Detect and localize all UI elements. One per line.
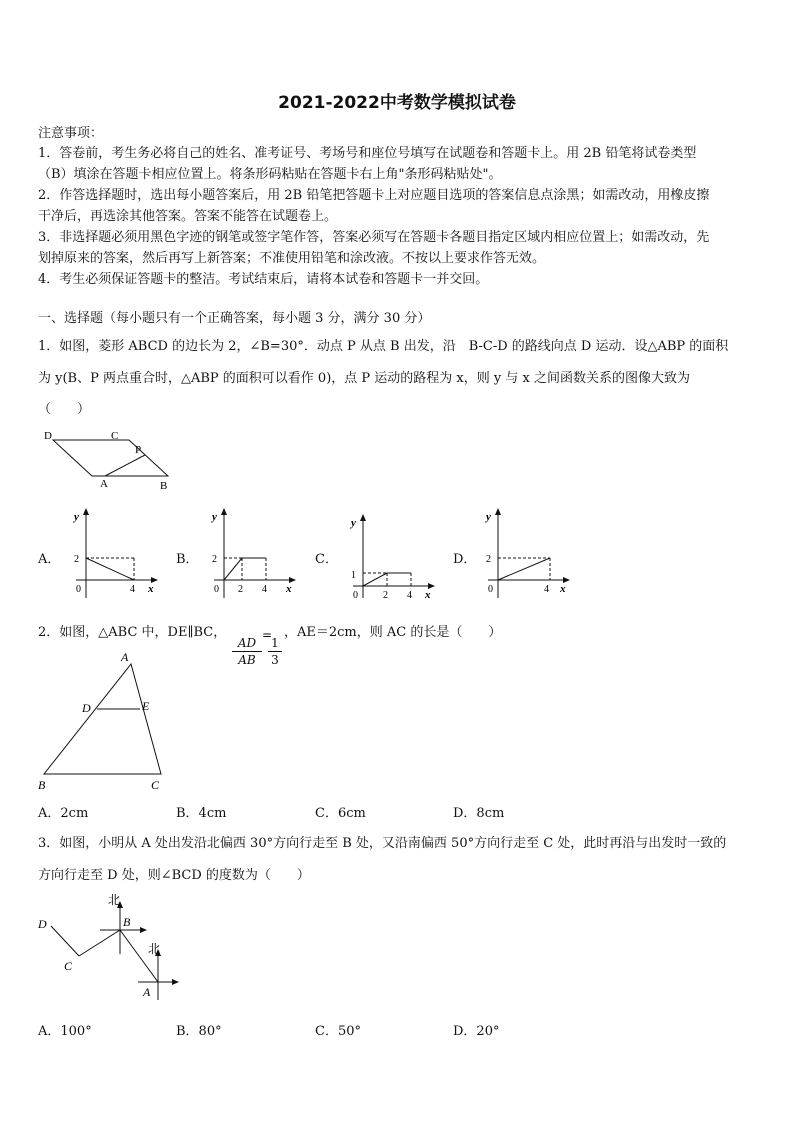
svg-text:D: D — [38, 917, 47, 931]
svg-text:4: 4 — [262, 584, 267, 595]
label-P: P — [135, 444, 142, 456]
svg-text:4: 4 — [130, 584, 135, 595]
q1-option-a[interactable]: A． — [38, 552, 61, 567]
page-title: 2021-2022中考数学模拟试卷 — [278, 93, 516, 113]
svg-text:2: 2 — [212, 554, 217, 565]
svg-text:C: C — [64, 959, 73, 973]
svg-text:2: 2 — [486, 554, 491, 565]
q3-text: 方向行走至 D 处，则∠BCD 的度数为（ ） — [38, 868, 310, 883]
svg-text:2: 2 — [74, 554, 79, 565]
svg-text:0: 0 — [214, 584, 219, 595]
q1-option-b[interactable]: B． — [176, 552, 199, 567]
q3-option-b[interactable]: B．80° — [176, 1024, 222, 1039]
q1-text: 1．如图，菱形 ABCD 的边长为 2，∠B=30°．动点 P 从点 B 出发，沿 B-C-D 的路线向点 D 运动．设△ABP 的面积 — [38, 339, 729, 354]
q2-text-post: ，AE＝2cm，则 AC 的长是（ ） — [284, 625, 502, 640]
q2-equals: = — [262, 628, 273, 642]
svg-text:x: x — [148, 583, 154, 595]
svg-text:y: y — [351, 517, 356, 529]
notice-line: （B）填涂在答题卡相应位置上。将条形码粘贴在答题卡右上角"条形码粘贴处"。 — [38, 167, 502, 182]
svg-text:x: x — [286, 583, 292, 595]
svg-text:4: 4 — [544, 584, 549, 595]
q1-text: （ ） — [38, 402, 91, 417]
svg-text:1: 1 — [351, 570, 356, 581]
svg-text:y: y — [74, 511, 79, 523]
q1-graph-b — [206, 506, 306, 602]
q2-triangle-figure — [36, 648, 176, 794]
notice-line: 1．答卷前，考生务必将自己的姓名、准考证号、考场号和座位号填写在试题卷和答题卡上。用 2B 铅笔将试卷类型 — [38, 146, 697, 161]
svg-text:北: 北 — [148, 942, 161, 956]
svg-text:0: 0 — [353, 590, 358, 601]
svg-text:0: 0 — [488, 584, 493, 595]
label-B: B — [160, 480, 168, 492]
svg-text:D: D — [82, 701, 91, 715]
svg-text:y: y — [486, 511, 491, 523]
svg-text:2: 2 — [383, 590, 388, 601]
svg-text:B: B — [123, 915, 131, 929]
q3-option-a[interactable]: A．100° — [38, 1024, 92, 1039]
notice-line: 3．非选择题必须用黑色字迹的钢笔或签字笔作答，答案必须写在答题卡各题目指定区域内相应位置上；如需改动，先 — [38, 230, 710, 245]
label-A: A — [100, 478, 108, 490]
notice-heading: 注意事项： — [38, 126, 104, 141]
svg-text:y: y — [212, 511, 217, 523]
svg-text:0: 0 — [76, 584, 81, 595]
svg-text:x: x — [425, 589, 431, 601]
q1-text: 为 y(B、P 两点重合时，△ABP 的面积可以看作 0)，点 P 运动的路程为 x，则 y 与 x 之间函数关系的图像大致为 — [38, 371, 690, 386]
svg-text:x: x — [560, 583, 566, 595]
q3-text: 3．如图，小明从 A 处出发沿北偏西 30°方向行走至 B 处，又沿南偏西 50°方向行走至 C 处，此时再沿与出发时一致的 — [38, 836, 727, 851]
notice-line: 2．作答选择题时，选出每小题答案后，用 2B 铅笔把答题卡上对应题目选项的答案信息点涂黑；如需改动，用橡皮擦 — [38, 188, 710, 203]
q2-option-d[interactable]: D．8cm — [453, 806, 505, 821]
q2-option-a[interactable]: A．2cm — [38, 806, 89, 821]
svg-text:4: 4 — [407, 590, 412, 601]
q2-text-pre: 2．如图，△ABC 中，DE∥BC， — [38, 625, 227, 640]
section-heading: 一、选择题（每小题只有一个正确答案，每小题 3 分，满分 30 分） — [38, 311, 431, 326]
q2-option-b[interactable]: B．4cm — [176, 806, 227, 821]
q1-option-d[interactable]: D． — [453, 552, 477, 567]
q2-option-c[interactable]: C．6cm — [315, 806, 366, 821]
svg-text:2: 2 — [238, 584, 243, 595]
q1-graph-a — [68, 506, 168, 602]
svg-text:C: C — [151, 778, 160, 792]
q3-option-d[interactable]: D．20° — [453, 1024, 500, 1039]
q2-fraction-value: 1 3 — [268, 636, 282, 667]
q2-fraction: AD AB — [232, 636, 262, 667]
label-D: D — [44, 430, 52, 442]
notice-line: 干净后，再选涂其他答案。答案不能答在试题卷上。 — [38, 209, 338, 224]
notice-line: 4．考生必须保证答题卡的整洁。考试结束后，请将本试卷和答题卡一并交回。 — [38, 272, 489, 287]
notice-line: 划掉原来的答案，然后再写上新答案；不准使用铅笔和涂改液。不按以上要求作答无效。 — [38, 251, 546, 266]
q3-option-c[interactable]: C．50° — [315, 1024, 361, 1039]
svg-text:北: 北 — [108, 893, 121, 907]
svg-text:A: A — [121, 650, 129, 664]
q1-graph-c — [345, 506, 445, 602]
svg-text:B: B — [38, 778, 46, 792]
q1-option-c[interactable]: C． — [315, 552, 338, 567]
svg-text:E: E — [142, 699, 150, 713]
q1-rhombus-figure — [38, 425, 188, 495]
label-C: C — [111, 430, 119, 442]
svg-text:A: A — [143, 985, 151, 999]
q1-graph-d — [480, 506, 580, 602]
q3-direction-figure — [34, 890, 194, 1002]
